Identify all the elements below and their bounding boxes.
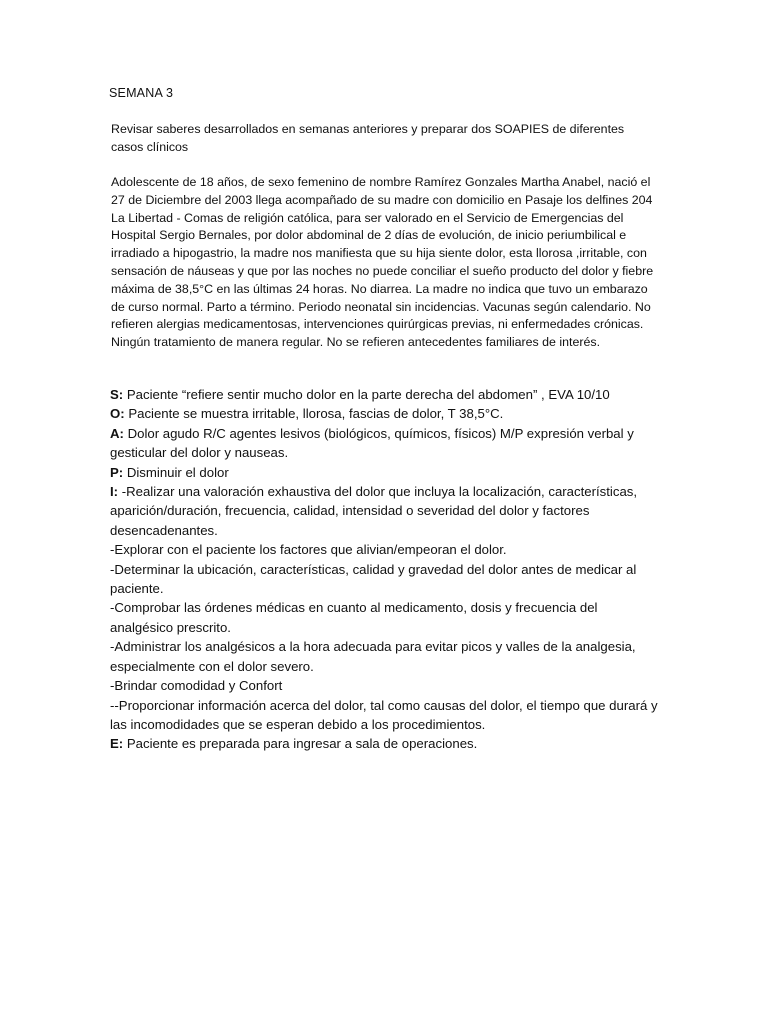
soapie-i-item: -Administrar los analgésicos a la hora adecuada para evitar picos y valles de la analgesia, especialmente con el dolor severo. [110, 639, 636, 674]
soapie-p-label: P: [110, 464, 124, 480]
soapie-a-text: Dolor agudo R/C agentes lesivos (biológicos, químicos, físicos) M/P expresión verbal y gesticular del dolor y nauseas. [110, 425, 634, 461]
soapie-p-text: Disminuir el dolor [123, 464, 229, 480]
soapie-i-text: -Realizar una valoración exhaustiva del dolor que incluya la localización, características, aparición/duración, frecuencia, calidad, intensidad o severidad del dolor y factores desencadenantes. [110, 484, 638, 538]
instruction-paragraph [111, 121, 659, 157]
instruction-text: Revisar saberes desarrollados en semanas anteriores y preparar dos SOAPIES de diferentes casos clínicos [111, 122, 625, 154]
soapie-o-label: O: [110, 406, 125, 422]
case-description-text: Adolescente de 18 años, de sexo femenino de nombre Ramírez Gonzales Martha Anabel, nació el 27 de Diciembre del 2003 llega acompañado de su madre con domicilio en Pasaje los delfines 204 La Libertad - Comas de religión católica, para ser valorado en el Servicio de Emergencias del Hospital Sergio Bernales, por dolor abdominal de 2 días de evolución, de inicio periumbilical e irradiado a hipogastrio, la madre nos manifiesta que su hija siente dolor, esta llorosa ,irritable, con sensación de náuseas y que por las noches no puede conciliar el sueño producto del dolor y fiebre máxima de 38,5°C en las últimas 24 horas. No diarrea. La madre no indica que tuvo un embarazo de curso normal. Parto a término. Periodo neonatal sin incidencias. Vacunas según calendario. No refieren alergias medicamentosas, intervenciones quirúrgicas previas, ni enfermedades crónicas. Ningún tratamiento de manera regular. No se refieren antecedentes familiares de interés. [111, 175, 654, 350]
soapie-section [110, 385, 662, 754]
page-heading: SEMANA 3 [109, 86, 174, 100]
soapie-a-line [110, 424, 662, 463]
soapie-s-text: Paciente “refiere sentir mucho dolor en la parte derecha del abdomen” , EVA 10/10 [123, 387, 610, 402]
soapie-e-label: E: [110, 736, 124, 752]
soapie-i-item: -Determinar la ubicación, características, calidad y gravedad del dolor antes de medicar al paciente. [110, 561, 637, 597]
soapie-o-line [110, 404, 662, 423]
soapie-i-item: -Comprobar las órdenes médicas en cuanto al medicamento, dosis y frecuencia del analgésico prescrito. [110, 600, 598, 635]
soapie-i-item: -Brindar comodidad y Confort [110, 678, 283, 694]
soapie-s-label: S: [110, 387, 124, 402]
soapie-i-label: I: [110, 484, 119, 500]
soapie-a-label: A: [110, 425, 124, 441]
soapie-e-line [110, 734, 662, 753]
soapie-i-item: --Proporcionar información acerca del dolor, tal como causas del dolor, el tiempo que durará y las incomodidades que se esperan debido a los procedimientos. [110, 697, 658, 732]
soapie-e-text: Paciente es preparada para ingresar a sala de operaciones. [123, 736, 478, 752]
soapie-p-line [110, 463, 662, 482]
soapie-o-text: Paciente se muestra irritable, llorosa, fascias de dolor, T 38,5°C. [124, 406, 504, 422]
soapie-i-item: -Explorar con el paciente los factores que alivian/empeoran el dolor. [110, 542, 507, 558]
soapie-i-line [110, 482, 662, 540]
case-description-paragraph [111, 174, 659, 352]
soapie-s-line [110, 385, 662, 404]
